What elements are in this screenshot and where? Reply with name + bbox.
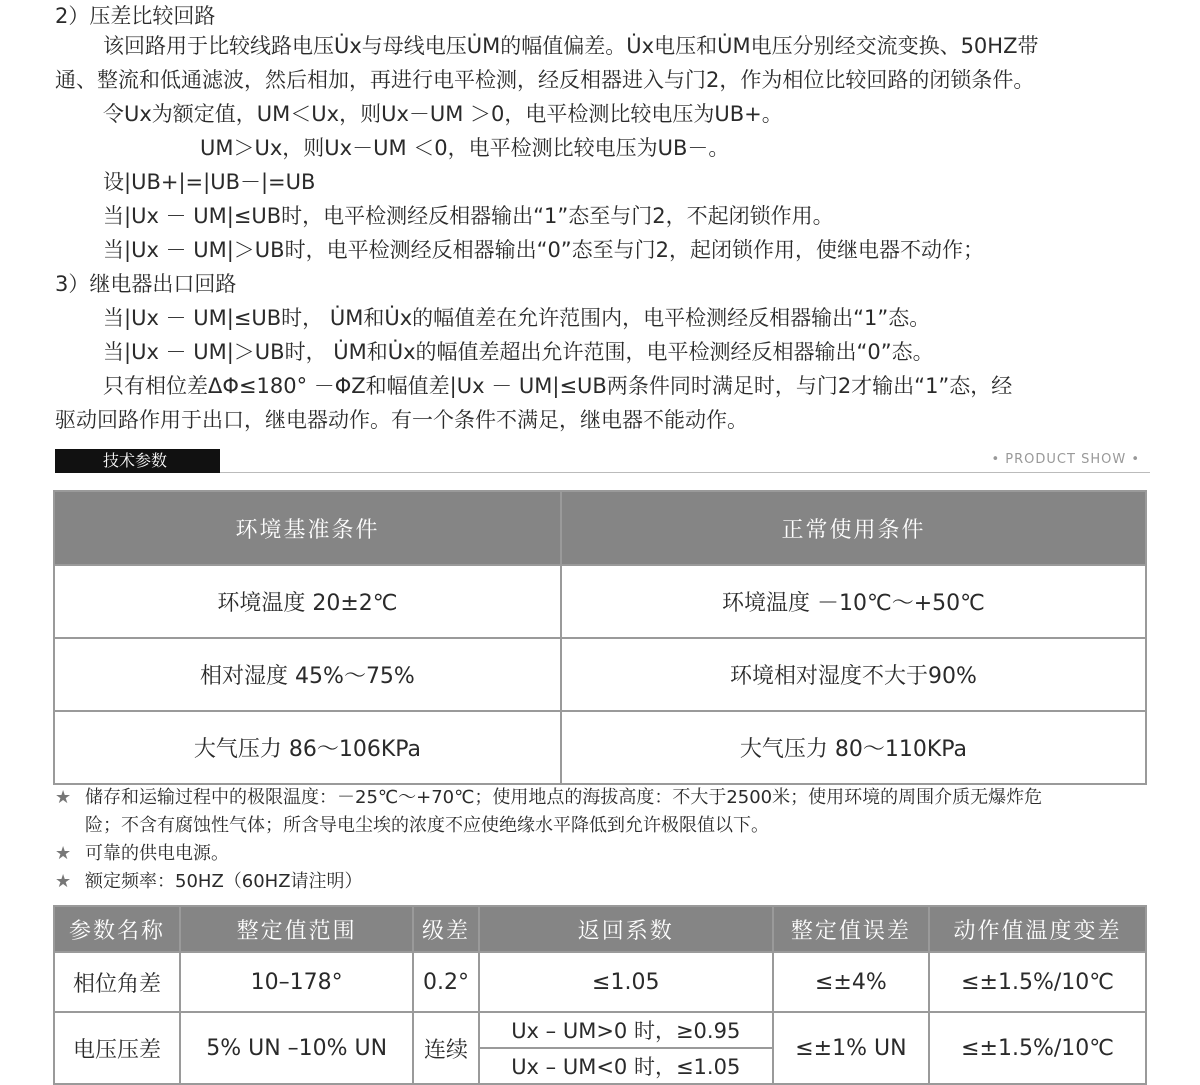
star-icon: ★ — [55, 843, 72, 864]
note-item: ★ 储存和运输过程中的极限温度：－25℃～+70℃；使用地点的海拔高度：不大于2500米；使用环境的周围介质无爆炸危 — [55, 784, 1042, 812]
section-tag: 技术参数 — [55, 449, 220, 473]
paragraph-line: 当|Ux － UM|＞UB时， U̇M和U̇x的幅值差超出允许范围，电平检测经反相器输出“0”态。 — [103, 340, 934, 364]
note-item: ★ 可靠的供电电源。 — [55, 840, 229, 868]
param-cell: 5% UN –10% UN — [180, 1012, 413, 1084]
note-item: ★ 额定频率：50HZ（60HZ请注明） — [55, 868, 363, 896]
param-cell: ≤±1.5%/10℃ — [929, 952, 1146, 1012]
paragraph-line: 当|Ux － UM|＞UB时，电平检测经反相器输出“0”态至与门2，起闭锁作用，使继电器不动作； — [103, 238, 985, 262]
param-cell: 电压压差 — [54, 1012, 180, 1084]
star-icon: ★ — [55, 871, 72, 892]
env-cell: 大气压力 86～106KPa — [54, 711, 561, 784]
env-header: 环境基准条件 — [54, 491, 561, 565]
param-cell: ≤±4% — [773, 952, 929, 1012]
paragraph-line: 当|Ux － UM|≤UB时，电平检测经反相器输出“1”态至与门2，不起闭锁作用。 — [103, 204, 834, 228]
env-cell: 大气压力 80～110KPa — [561, 711, 1146, 784]
param-cell: Ux – UM>0 时，≥0.95 — [479, 1012, 773, 1048]
param-cell: ≤±1.5%/10℃ — [929, 1012, 1146, 1084]
param-header: 参数名称 — [54, 906, 180, 952]
param-cell: ≤1.05 — [479, 952, 773, 1012]
paragraph-line: 设|UB+|=|UB－|=UB — [103, 170, 316, 194]
env-cell: 环境温度 20±2℃ — [54, 565, 561, 638]
paragraph-line: 驱动回路作用于出口，继电器动作。有一个条件不满足，继电器不能动作。 — [55, 408, 748, 432]
paragraph-line: 当|Ux － UM|≤UB时， U̇M和U̇x的幅值差在允许范围内，电平检测经反相器输出“1”态。 — [103, 306, 931, 330]
param-header: 动作值温度变差 — [929, 906, 1146, 952]
param-header: 整定值范围 — [180, 906, 413, 952]
heading-3: 3）继电器出口回路 — [55, 272, 237, 296]
paragraph-line: 通、整流和低通滤波，然后相加，再进行电平检测，经反相器进入与门2，作为相位比较回路的闭锁条件。 — [55, 68, 1035, 92]
param-cell: ≤±1% UN — [773, 1012, 929, 1084]
product-show-label: • PRODUCT SHOW • — [988, 452, 1145, 467]
param-header: 返回系数 — [479, 906, 773, 952]
param-cell: 相位角差 — [54, 952, 180, 1012]
env-cell: 环境温度 －10℃～+50℃ — [561, 565, 1146, 638]
param-cell: Ux – UM<0 时，≤1.05 — [479, 1048, 773, 1084]
parameter-table — [53, 905, 1147, 1085]
environment-table — [53, 490, 1147, 785]
param-cell: 0.2° — [413, 952, 479, 1012]
param-header: 级差 — [413, 906, 479, 952]
paragraph-line: 只有相位差ΔΦ≤180° －ΦZ和幅值差|Ux － UM|≤UB两条件同时满足时，与门2才输出“1”态，经 — [103, 374, 1013, 398]
star-icon: ★ — [55, 787, 72, 808]
paragraph-line: 该回路用于比较线路电压U̇x与母线电压U̇M的幅值偏差。U̇x电压和U̇M电压分别经交流变换、50HZ带 — [103, 34, 1039, 58]
paragraph-line: UM＞Ux，则Ux－UM ＜0，电平检测比较电压为UB－。 — [200, 136, 730, 160]
paragraph-line: 令Ux为额定值，UM＜Ux，则Ux－UM ＞0，电平检测比较电压为UB+。 — [103, 102, 783, 126]
env-cell: 环境相对湿度不大于90% — [561, 638, 1146, 711]
param-cell: 10–178° — [180, 952, 413, 1012]
divider — [220, 472, 1150, 473]
env-header: 正常使用条件 — [561, 491, 1146, 565]
env-cell: 相对湿度 45%～75% — [54, 638, 561, 711]
heading-2: 2）压差比较回路 — [55, 4, 216, 28]
note-item: 险；不含有腐蚀性气体；所含导电尘埃的浓度不应使绝缘水平降低到允许极限值以下。 — [85, 815, 769, 836]
param-cell: 连续 — [413, 1012, 479, 1084]
param-header: 整定值误差 — [773, 906, 929, 952]
